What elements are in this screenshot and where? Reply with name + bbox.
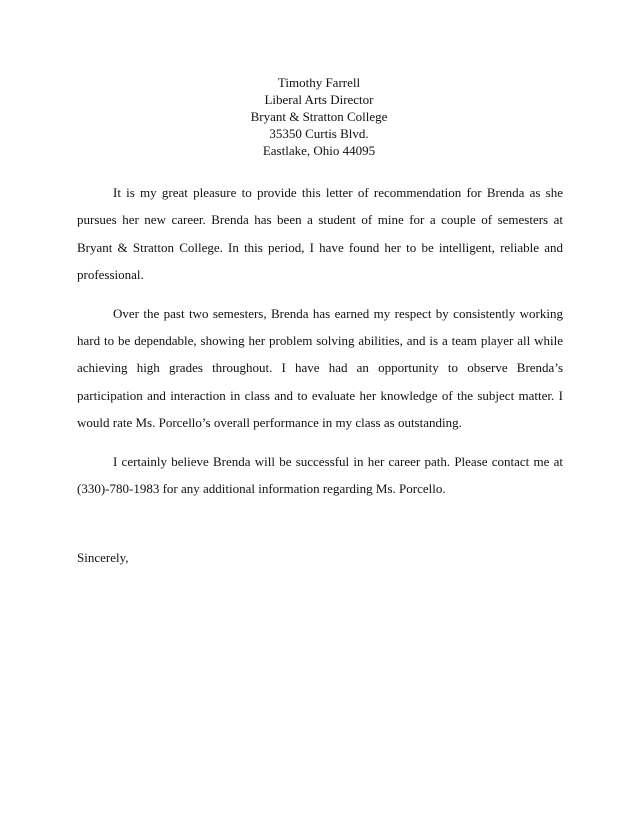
- sender-title: Liberal Arts Director: [264, 92, 374, 107]
- sender-city: Eastlake, Ohio 44095: [262, 143, 376, 158]
- sender-street: 35350 Curtis Blvd.: [269, 126, 369, 141]
- body-paragraph-1: It is my great pleasure to provide this letter of recommendation for Brenda as she pursues her new career. Brenda has been a student of mine for a couple of semesters at Bryant & Stratton College. In this period, I have found her to be intelligent, reliable and professional.: [77, 185, 563, 283]
- sender-organization: Bryant & Stratton College: [250, 109, 388, 124]
- letter-body: [77, 179, 563, 513]
- closing-salutation: Sincerely,: [77, 550, 129, 565]
- closing: [77, 549, 129, 566]
- sender-name: Timothy Farrell: [277, 75, 361, 90]
- letterhead: [0, 74, 638, 159]
- body-paragraph-2: Over the past two semesters, Brenda has earned my respect by consistently working hard to be dependable, showing her problem solving abilities, and is a team player all while achieving high grades throughout. I have had an opportunity to observe Brenda’s participation and interaction in class and to evaluate her knowledge of the subject matter. I would rate Ms. Porcello’s overall performance in my class as outstanding.: [77, 305, 563, 431]
- body-paragraph-3: I certainly believe Brenda will be successful in her career path. Please contact me at (330)-780-1983 for any additional information regarding Ms. Porcello.: [77, 453, 563, 497]
